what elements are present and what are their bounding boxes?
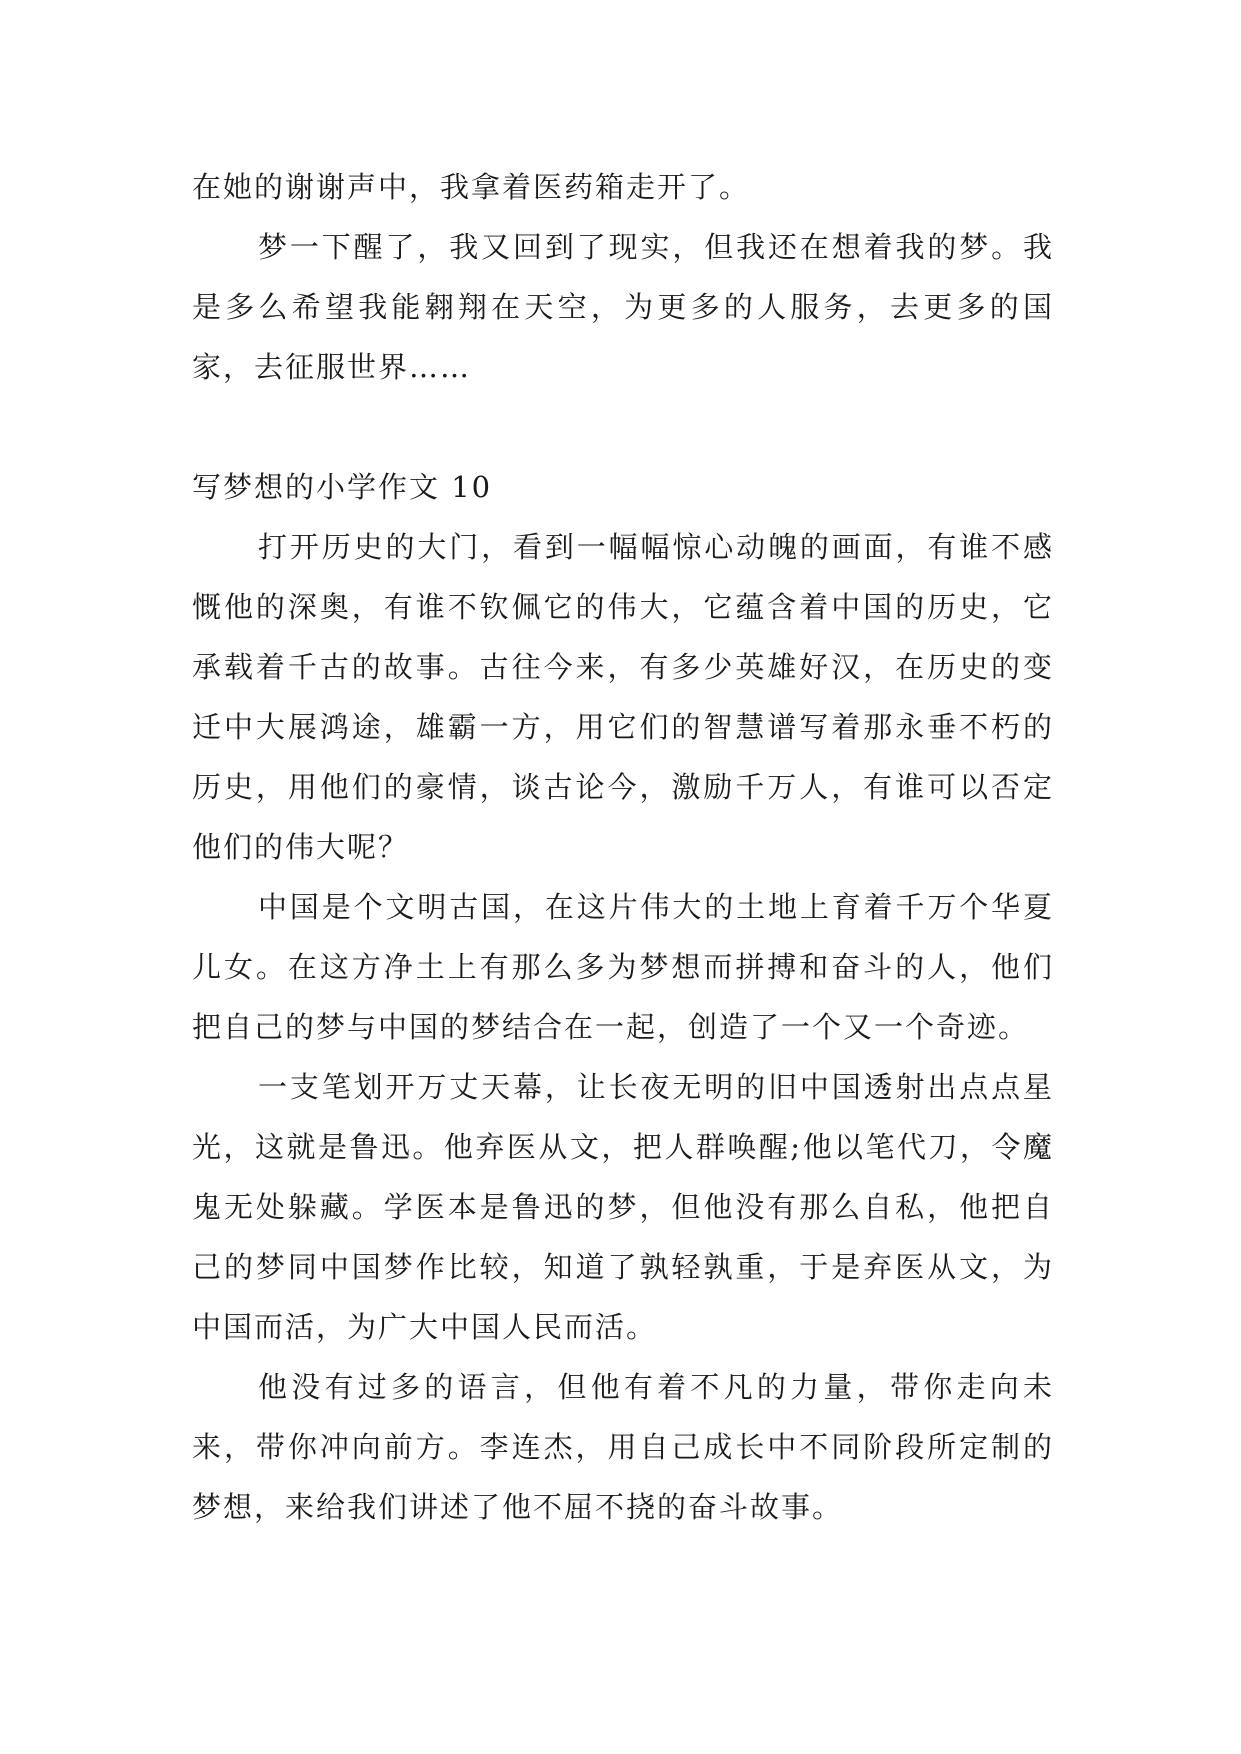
document-page [192, 157, 1054, 1537]
paragraph-china: 中国是个文明古国，在这片伟大的土地上育着千万个华夏儿女。在这方净土上有那么多为梦想而拼搏和奋斗的人，他们把自己的梦与中国的梦结合在一起，创造了一个又一个奇迹。 [192, 890, 1054, 1044]
paragraph-dream-awake: 梦一下醒了，我又回到了现实，但我还在想着我的梦。我是多么希望我能翱翔在天空，为更多的人服务，去更多的国家，去征服世界…… [192, 230, 1054, 384]
section-title: 写梦想的小学作文 10 [192, 470, 493, 504]
paragraph-history: 打开历史的大门，看到一幅幅惊心动魄的画面，有谁不感慨他的深奥，有谁不钦佩它的伟大，它蕴含着中国的历史，它承载着千古的故事。古往今来，有多少英雄好汉，在历史的变迁中大展鸿途，雄霸一方，用它们的智慧谱写着那永垂不朽的历史，用他们的豪情，谈古论今，激励千万人，有谁可以否定他们的伟大呢？ [192, 530, 1054, 864]
paragraph-jetli: 他没有过多的语言，但他有着不凡的力量，带你走向未来，带你冲向前方。李连杰，用自己成长中不同阶段所定制的梦想，来给我们讲述了他不屈不挠的奋斗故事。 [192, 1370, 1054, 1524]
paragraph-continuation: 在她的谢谢声中，我拿着医药箱走开了。 [192, 170, 751, 204]
paragraph-luxun: 一支笔划开万丈天幕，让长夜无明的旧中国透射出点点星光，这就是鲁迅。他弃医从文，把人群唤醒;他以笔代刀，令魔鬼无处躲藏。学医本是鲁迅的梦，但他没有那么自私，他把自己的梦同中国梦作比较，知道了孰轻孰重，于是弃医从文，为中国而活，为广大中国人民而活。 [192, 1070, 1054, 1344]
